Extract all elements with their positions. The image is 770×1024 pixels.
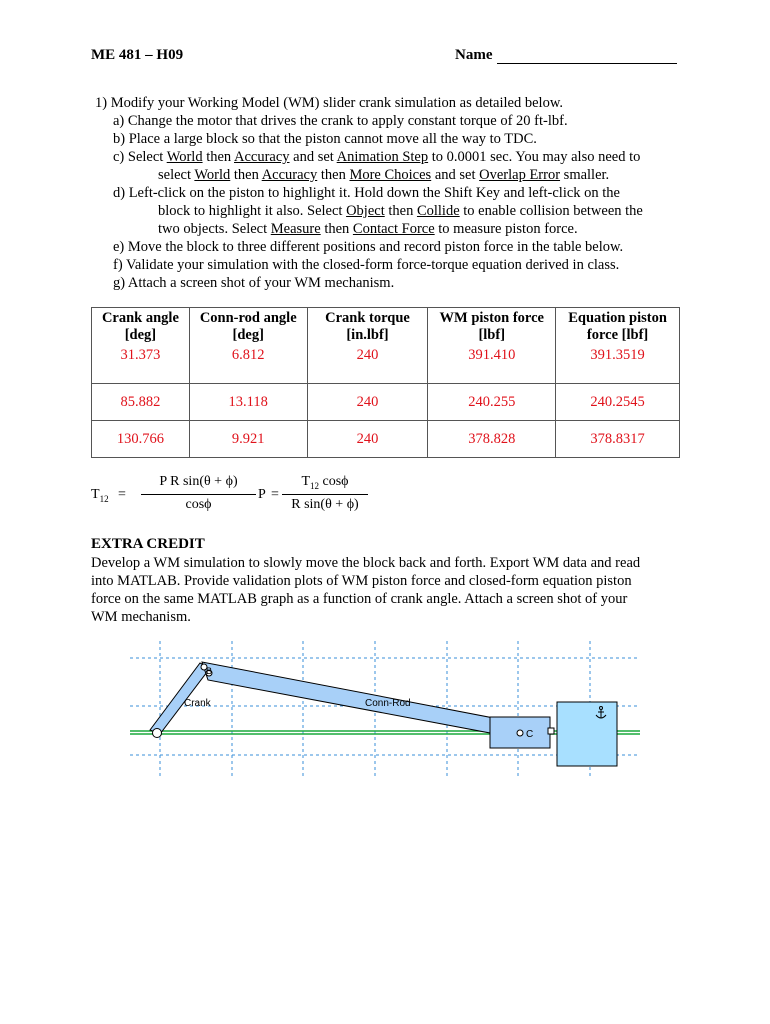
step-b: b) Place a large block so that the piston cannot move all the way to TDC. (113, 131, 537, 147)
eq1-lhs: $T_{12}$ (91, 487, 109, 504)
step-d-line1: d) Left-click on the piston to highlight it. Hold down the Shift Key and left-click on the (113, 185, 620, 201)
torque-equation (91, 474, 238, 520)
table-cell[interactable]: 31.373 (92, 347, 190, 384)
eq1-equals: = (118, 487, 126, 502)
header-wm-piston-force: WM piston force [lbf] (428, 308, 556, 348)
stop-block[interactable] (557, 702, 617, 766)
label-c: C (526, 729, 534, 740)
problem-intro: 1) Modify your Working Model (WM) slider crank simulation as detailed below. (95, 95, 563, 111)
pin-c[interactable] (517, 730, 523, 736)
eq2-fraction-bar (282, 494, 368, 495)
step-g: g) Attach a screen shot of your WM mechanism. (113, 275, 395, 291)
table-cell[interactable]: 6.812 (189, 347, 307, 384)
extra-credit-line4: WM mechanism. (91, 609, 191, 625)
table-cell[interactable]: 240 (307, 421, 428, 458)
header-equation-piston-force: Equation piston force [lbf] (556, 308, 680, 348)
eq2-equals: = (271, 487, 279, 502)
label-connrod: Conn-Rod (365, 698, 411, 709)
step-f: f) Validate your simulation with the closed-form force-torque equation derived in class. (113, 257, 620, 273)
table-row (92, 347, 680, 384)
eq2-denominator: R sin(θ + ϕ) (291, 497, 359, 512)
eq1-fraction-bar (141, 494, 256, 495)
extra-credit-line3: force on the same MATLAB graph as a function of crank angle. Attach a screen shot of your (91, 591, 628, 607)
step-c-line2: select World then Accuracy then More Choices and set Overlap Error smaller. (158, 167, 610, 183)
pin-ground[interactable] (153, 729, 162, 738)
name-field[interactable] (455, 47, 677, 64)
eq1-numerator: P R sin(θ + ϕ) (159, 474, 238, 489)
name-blank-line[interactable] (497, 48, 677, 64)
eq2-numerator: $T_{12}$ cosϕ (301, 474, 349, 491)
table-cell[interactable]: 9.921 (189, 421, 307, 458)
step-d-line3: two objects. Select Measure then Contact Force to measure piston force. (158, 221, 578, 237)
table-cell[interactable]: 85.882 (92, 384, 190, 421)
contact-marker (548, 728, 554, 734)
table-header-row (92, 308, 680, 348)
table-cell[interactable]: 13.118 (189, 384, 307, 421)
label-crank: Crank (184, 698, 211, 709)
force-equation (258, 474, 378, 520)
header-crank-angle: Crank angle [deg] (92, 308, 190, 348)
table-row (92, 421, 680, 458)
table-cell[interactable]: 240 (307, 347, 428, 384)
extra-credit-line1: Develop a WM simulation to slowly move the block back and forth. Export WM data and read (91, 555, 641, 571)
table-cell[interactable]: 391.3519 (556, 347, 680, 384)
header-connrod-angle: Conn-rod angle [deg] (189, 308, 307, 348)
eq2-lhs: P (258, 487, 266, 502)
name-label: Name (455, 47, 493, 63)
table-cell[interactable]: 130.766 (92, 421, 190, 458)
step-a: a) Change the motor that drives the crank to apply constant torque of 20 ft-lbf. (113, 113, 568, 129)
table-cell[interactable]: 378.8317 (556, 421, 680, 458)
extra-credit-line2: into MATLAB. Provide validation plots of WM piston force and closed-form equation piston (91, 573, 632, 589)
results-table (91, 307, 680, 458)
table-row (92, 384, 680, 421)
table-cell[interactable]: 240.255 (428, 384, 556, 421)
label-b: B (206, 666, 213, 676)
eq1-denominator: cosϕ (185, 497, 212, 512)
step-c-line1: c) Select World then Accuracy and set Animation Step to 0.0001 sec. You may also need to (113, 149, 641, 165)
connrod-link[interactable] (202, 662, 525, 739)
table-cell[interactable]: 240.2545 (556, 384, 680, 421)
step-d-line2: block to highlight it also. Select Object then Collide to enable collision between the (158, 203, 643, 219)
header-crank-torque: Crank torque [in.lbf] (307, 308, 428, 348)
mechanism-screenshot (120, 636, 650, 776)
extra-credit-title: EXTRA CREDIT (91, 536, 205, 552)
table-cell[interactable]: 240 (307, 384, 428, 421)
course-title: ME 481 – H09 (91, 47, 184, 63)
table-cell[interactable]: 378.828 (428, 421, 556, 458)
step-e: e) Move the block to three different positions and record piston force in the table below. (113, 239, 624, 255)
table-cell[interactable]: 391.410 (428, 347, 556, 384)
